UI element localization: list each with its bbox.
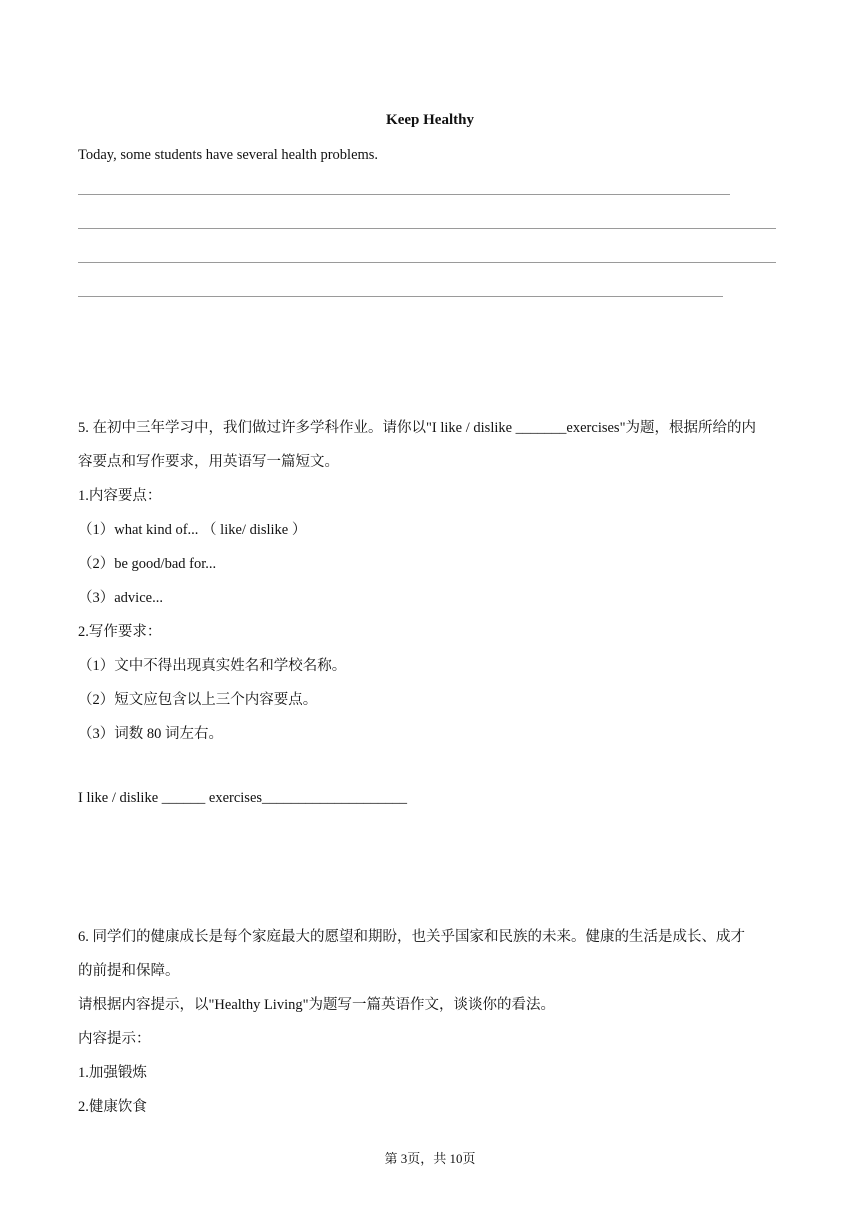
q6-instruction: 请根据内容提示，以"Healthy Living"为题写一篇英语作文，谈谈你的看法。 <box>78 997 556 1013</box>
q5-prompt-line-2: 容要点和写作要求，用英语写一篇短文。 <box>78 454 339 470</box>
q6-hint-1: 1.加强锻炼 <box>78 1065 147 1081</box>
q5-prompt-line-1: 5. 在初中三年学习中，我们做过许多学科作业。请你以"I like / dislike _______exercises"为题，根据所给的内 <box>78 420 756 436</box>
q5-requirement-2: （2）短文应包含以上三个内容要点。 <box>78 692 318 708</box>
q5-point-1: （1）what kind of... （ like/ dislike ） <box>78 522 307 538</box>
q6-prompt-line-2: 的前提和保障。 <box>78 963 180 979</box>
writing-line-3 <box>78 262 776 263</box>
q5-requirement-1: （1）文中不得出现真实姓名和学校名称。 <box>78 658 347 674</box>
writing-line-4 <box>78 296 723 297</box>
q5-point-3: （3）advice... <box>78 590 163 606</box>
writing-line-2 <box>78 228 776 229</box>
essay-opening-sentence: Today, some students have several health problems. <box>78 147 379 163</box>
page-number-footer: 第 3页，共 10页 <box>384 1151 476 1166</box>
q5-point-2: （2）be good/bad for... <box>78 556 217 572</box>
q6-hint-2: 2.健康饮食 <box>78 1099 147 1115</box>
q5-requirement-3: （3）词数 80 词左右。 <box>78 726 223 742</box>
essay-title: Keep Healthy <box>386 112 474 128</box>
q5-answer-title: I like / dislike ______ exercises____________________ <box>78 790 408 806</box>
writing-line-1 <box>78 194 730 195</box>
q5-points-heading: 1.内容要点： <box>78 488 162 504</box>
q6-prompt-line-1: 6. 同学们的健康成长是每个家庭最大的愿望和期盼，也关乎国家和民族的未来。健康的生活是成长、成才 <box>78 929 745 945</box>
q6-hints-heading: 内容提示： <box>78 1031 151 1047</box>
q5-requirements-heading: 2.写作要求： <box>78 624 162 640</box>
